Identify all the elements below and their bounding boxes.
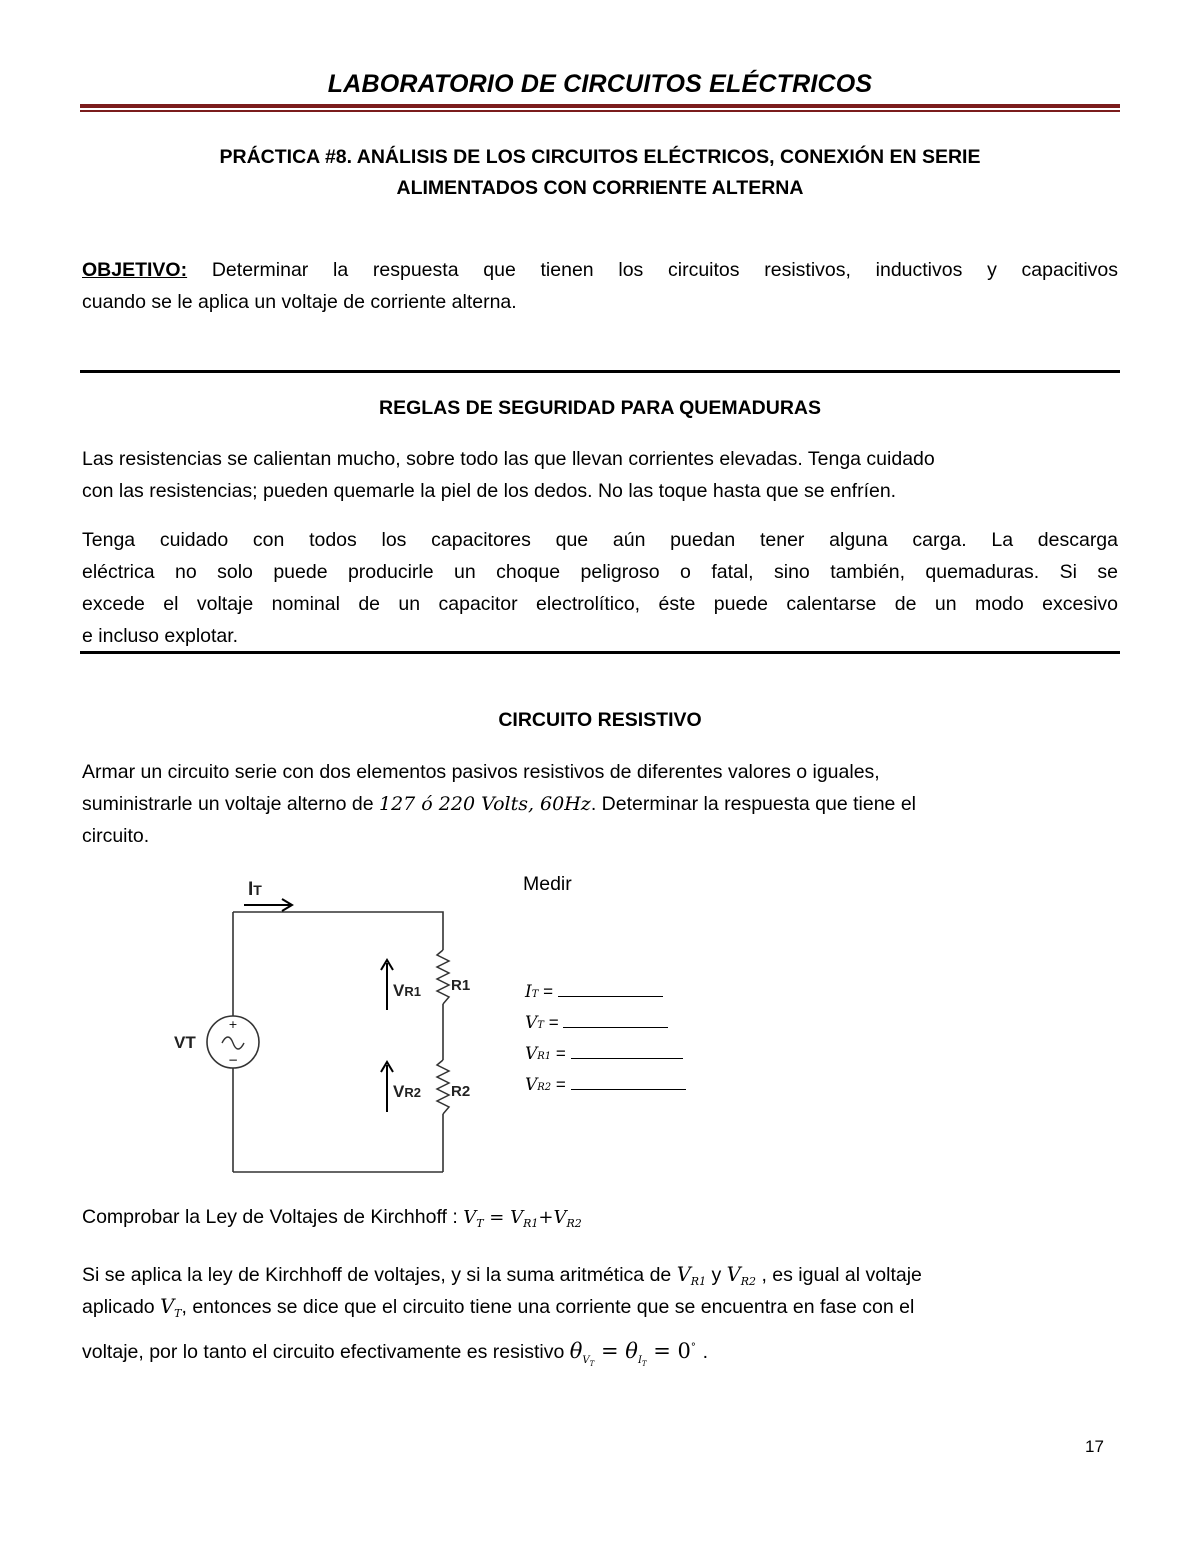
measure-sub: R1 [537,1051,552,1062]
phase-eq-1: = [600,1339,619,1363]
measure-item-vr2 [525,1075,686,1106]
conclusion-vr1-sub: R1 [690,1275,707,1288]
current-label-sub: T [253,882,262,898]
measure-item-vt [525,1013,686,1044]
conclusion-vr2-sub: R2 [740,1275,757,1288]
conclusion-vr1: V [676,1263,691,1286]
kirchhoff-vr2: V [553,1207,567,1228]
measure-var: V [525,1044,538,1064]
resistor-r2-symbol [437,1060,449,1114]
theta-2-subsub: T [641,1360,647,1369]
measure-eq: = [555,1075,566,1094]
kirchhoff-equation [463,1207,582,1228]
theta-2-sub-i: I [637,1355,642,1367]
measure-sub: T [537,1020,544,1031]
objective-label: OBJETIVO: [82,259,188,281]
source-minus: − [227,1053,239,1067]
kirchhoff-plus: + [538,1207,554,1228]
circuit-diagram [160,860,500,1180]
conclusion-line2 [82,1291,914,1330]
page-number: 17 [1085,1437,1104,1456]
practice-title-line2: ALIMENTADOS CON CORRIENTE ALTERNA [396,177,804,199]
measure-blank[interactable] [571,1077,686,1090]
theta-1-sub [582,1355,595,1369]
conclusion-line1-b: , es igual al voltaje [761,1264,922,1286]
measure-eq: = [543,982,554,1001]
resistive-line2 [82,788,916,820]
conclusion-line3-a: voltaje, por lo tanto el circuito efectivamente es resistivo [82,1341,565,1363]
practice-title-line1: PRÁCTICA #8. ANÁLISIS DE LOS CIRCUITOS ELÉCTRICOS, CONEXIÓN EN SERIE [219,146,981,168]
measure-sub: T [531,989,539,1000]
conclusion-line3 [82,1332,708,1380]
resistor-r1-symbol [437,950,449,1004]
kirchhoff-text: Comprobar la Ley de Voltajes de Kirchhoff : [82,1206,458,1228]
vr1-label-v: V [393,981,405,1000]
objective-line1 [82,254,1118,286]
objective-line2: cuando se le aplica un voltaje de corriente alterna. [82,291,517,313]
safety-p1-line2: con las resistencias; pueden quemarle la piel de los dedos. No las toque hasta que se enfríen. [82,480,897,502]
safety-p2-line2: eléctrica no solo puede producirle un choque peligroso o fatal, sino también, quemaduras. Si se [82,561,1118,583]
theta-1-sub-v: V [582,1355,590,1367]
conclusion-vt-sub: T [174,1307,182,1320]
theta-1: θ [569,1339,583,1363]
header-title: LABORATORIO DE CIRCUITOS ELÉCTRICOS [327,70,873,98]
header-rule-thin [80,110,1120,112]
resistive-line3: circuito. [82,825,150,847]
safety-bottom-rule [80,651,1120,654]
vr2-label [393,1082,421,1101]
safety-top-rule [80,370,1120,373]
measure-item-it [525,982,686,1013]
kirchhoff-vt: V [463,1207,477,1228]
measure-var: V [525,1013,538,1033]
r1-label: R1 [451,977,471,994]
resistive-line1: Armar un circuito serie con dos elementos pasivos resistivos de diferentes valores o iguales, [82,761,880,783]
current-label-i: I [248,879,254,900]
resistive-line2-b: . Determinar la respuesta que tiene el [590,793,916,815]
vr2-label-v: V [393,1082,405,1101]
conclusion-line2-b: , entonces se dice que el circuito tiene una corriente que se encuentra en fase con el [181,1296,915,1318]
measure-item-vr1 [525,1044,686,1075]
kirchhoff-eq: = [489,1207,505,1228]
kirchhoff-sub-t: T [476,1217,484,1230]
theta-1-subsub: T [589,1360,595,1369]
measure-var: V [525,1075,538,1095]
wire-top [233,912,443,950]
safety-p2-line4: e incluso explotar. [82,625,239,647]
measure-list [525,982,686,1106]
source-label: VT [174,1033,196,1052]
r2-label: R2 [451,1083,471,1100]
current-label [248,879,262,900]
vr2-label-sub: R2 [404,1085,421,1100]
measure-title: Medir [523,873,572,895]
theta-2: θ [625,1339,638,1363]
kirchhoff-line [82,1201,582,1240]
conclusion-vr2: V [726,1263,741,1286]
safety-p2-line1: Tenga cuidado con todos los capacitores que aún puedan tener alguna carga. La descarga [82,529,1118,551]
phase-zero: 0 [677,1339,691,1363]
kirchhoff-sub-r1: R1 [523,1217,539,1230]
measure-blank[interactable] [558,984,663,997]
phase-equation [569,1339,703,1369]
conclusion-y: y [711,1264,722,1286]
vr1-label-sub: R1 [404,984,421,999]
header-rule-thick [80,104,1120,108]
kirchhoff-vr1: V [510,1207,524,1228]
measure-eq: = [548,1013,559,1032]
conclusion-line2-a: aplicado [82,1296,155,1318]
safety-p2-line3: excede el voltaje nominal de un capacitor electrolítico, éste puede calentarse de un modo excesivo [82,593,1118,615]
measure-var: I [525,982,532,1002]
measure-sub: R2 [537,1082,552,1093]
measure-blank[interactable] [571,1046,683,1059]
phase-degree: ° [690,1342,696,1353]
safety-title: REGLAS DE SEGURIDAD PARA QUEMADURAS [378,397,822,419]
theta-2-sub [637,1355,647,1369]
conclusion-period: . [702,1341,709,1363]
conclusion-line1-a: Si se aplica la ley de Kirchhoff de voltajes, y si la suma aritmética de [82,1264,672,1286]
measure-eq: = [555,1044,566,1063]
source-plus: + [228,1018,238,1031]
measure-blank[interactable] [563,1015,668,1028]
kirchhoff-sub-r2: R2 [566,1217,582,1230]
resistive-title: CIRCUITO RESISTIVO [498,709,702,731]
conclusion-vt: V [160,1295,175,1318]
vr1-label [393,981,421,1000]
safety-p1-line1: Las resistencias se calientan mucho, sobre todo las que llevan corrientes elevadas. Tenga cuidado [82,448,935,470]
resistive-line2-math: 127 ó 220 Volts, 60Hz [379,793,591,815]
objective-text1: Determinar la respuesta que tienen los circuitos resistivos, inductivos y capacitivos [211,259,1119,281]
phase-eq-2: = [653,1339,671,1363]
resistive-line2-a: suministrarle un voltaje alterno de [82,793,374,815]
